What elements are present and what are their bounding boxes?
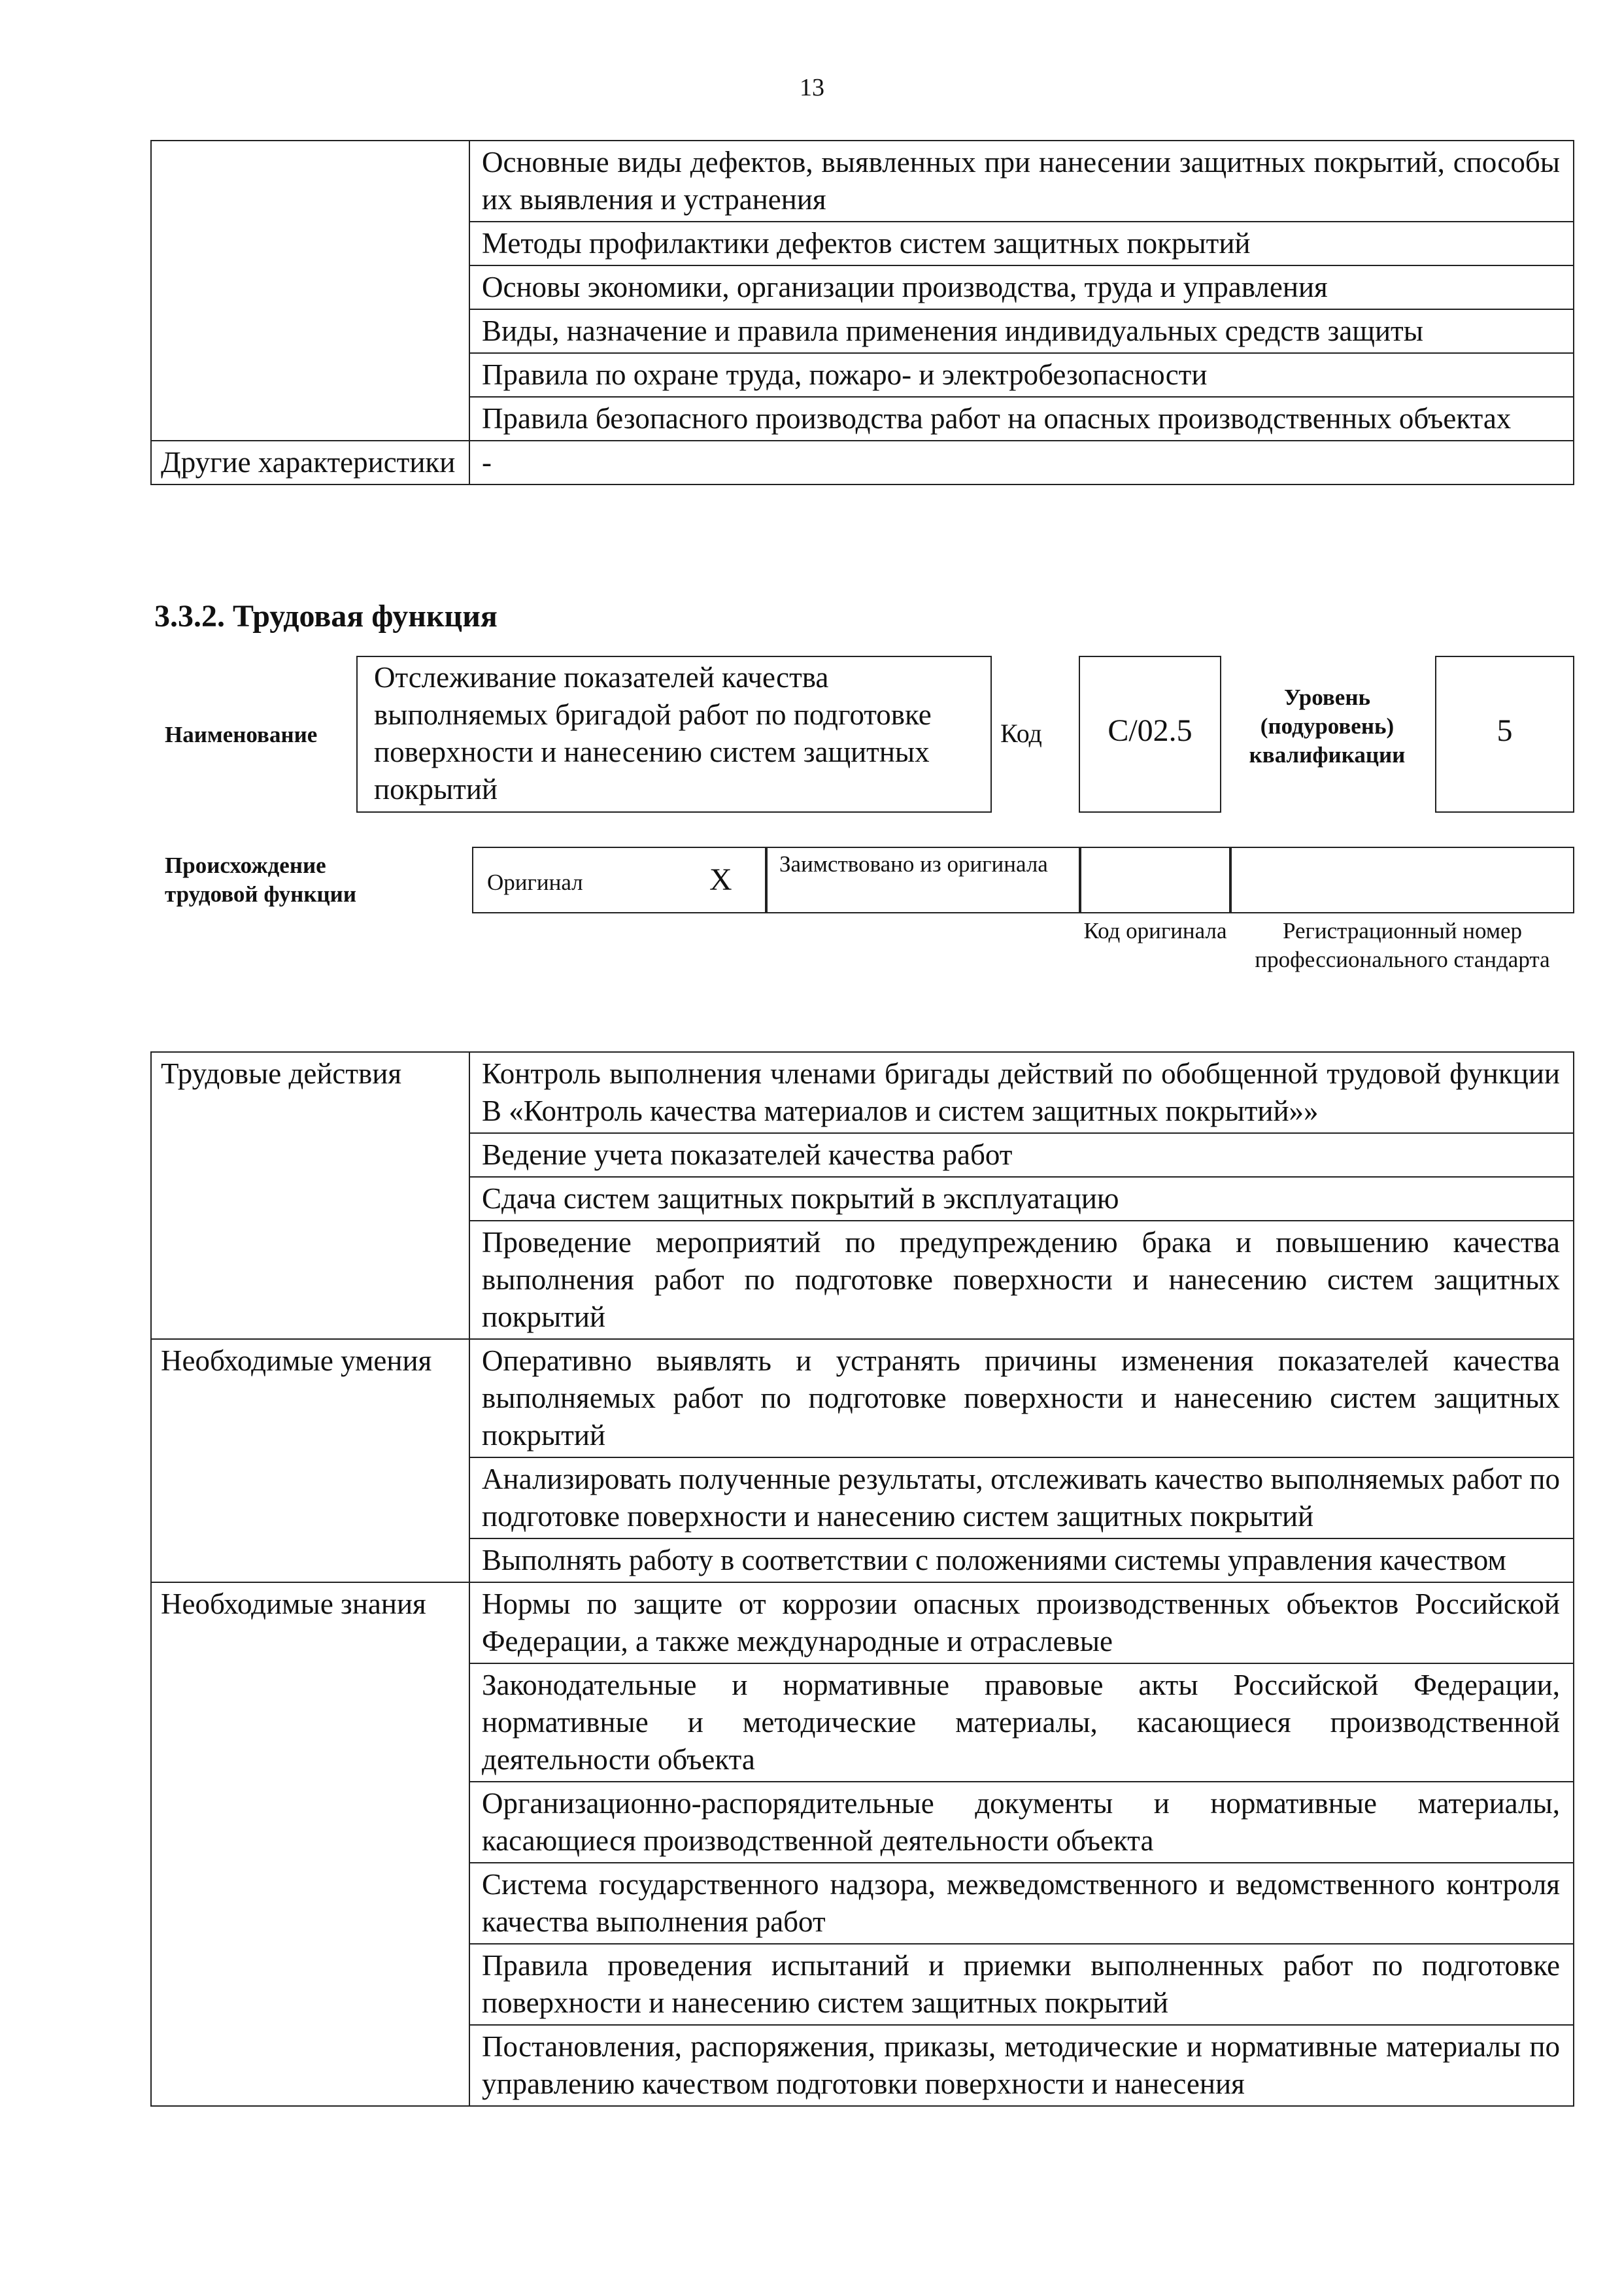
page-number: 13 (800, 74, 824, 101)
level-label: Уровень (подуровень) квалификации (1249, 685, 1406, 768)
table-cell: Контроль выполнения членами бригады действий по обобщенной трудовой функции В «Контроль качества материалов и систем защитных покрытий»» (469, 1052, 1574, 1133)
table-cell: Сдача систем защитных покрытий в эксплуатацию (469, 1177, 1574, 1221)
knowledge-table-continued (150, 140, 1574, 485)
table-row (151, 441, 1574, 484)
table-row (151, 1052, 1574, 1133)
code-original-box (1080, 847, 1230, 913)
table-cell: Нормы по защите от коррозии опасных производственных объектов Российской Федерации, а также международные и отраслевые (469, 1582, 1574, 1663)
table-cell: Выполнять работу в соответствии с положениями системы управления качеством (469, 1538, 1574, 1582)
labor-function-table (150, 1051, 1574, 2107)
table-cell: Организационно-распорядительные документы и нормативные материалы, касающиеся производственной деятельности объекта (469, 1782, 1574, 1863)
table-cell: Правила проведения испытаний и приемки выполненных работ по подготовке поверхности и нанесению систем защитных покрытий (469, 1944, 1574, 2025)
table-cell: Анализировать полученные результаты, отслеживать качество выполняемых работ по подготовке поверхности и нанесению систем защитных покрытий (469, 1457, 1574, 1538)
table-cell: Постановления, распоряжения, приказы, методические и нормативные материалы по управлению качеством подготовки поверхности и нанесения (469, 2025, 1574, 2106)
labor-actions-label: Трудовые действия (151, 1052, 469, 1339)
table-cell: Виды, назначение и правила применения индивидуальных средств защиты (469, 309, 1574, 353)
name-label: Наименование (165, 722, 318, 747)
table-cell: Система государственного надзора, межведомственного и ведомственного контроля качества выполнения работ (469, 1863, 1574, 1944)
table-cell: Проведение мероприятий по предупреждению брака и повышению качества выполнения работ по подготовке поверхности и нанесению систем защитных покрытий (469, 1221, 1574, 1339)
empty-label-cell (151, 141, 469, 441)
other-characteristics-value: - (469, 441, 1574, 484)
table-cell: Правила по охране труда, пожаро- и электробезопасности (469, 353, 1574, 397)
knowledge-label: Необходимые знания (151, 1582, 469, 2106)
table-row (151, 141, 1574, 222)
table-cell: Основные виды дефектов, выявленных при нанесении защитных покрытий, способы их выявления и устранения (469, 141, 1574, 222)
code-label: Код (1000, 719, 1042, 748)
borrowed-label: Заимствовано из оригинала (779, 851, 1048, 877)
original-mark: X (709, 862, 732, 897)
table-cell: Ведение учета показателей качества работ (469, 1133, 1574, 1177)
other-characteristics-label: Другие характеристики (151, 441, 469, 484)
reg-number-box (1230, 847, 1574, 913)
table-cell: Оперативно выявлять и устранять причины изменения показателей качества выполняемых работ по подготовке поверхности и нанесению систем защитных покрытий (469, 1339, 1574, 1457)
table-row (151, 1339, 1574, 1457)
reg-number-caption: Регистрационный номер профессионального стандарта (1255, 918, 1550, 972)
table-cell: Законодательные и нормативные правовые акты Российской Федерации, нормативные и методические материалы, касающиеся производственной деятельности объекта (469, 1663, 1574, 1782)
section-title: 3.3.2. Трудовая функция (154, 599, 498, 634)
code-original-caption: Код оригинала (1083, 918, 1227, 943)
function-name-value: Отслеживание показателей качества выполняемых бригадой работ по подготовке поверхности и нанесению систем защитных покрытий (374, 661, 932, 806)
table-row (151, 1582, 1574, 1663)
table-cell: Основы экономики, организации производства, труда и управления (469, 265, 1574, 309)
origin-label: Происхождение трудовой функции (165, 853, 357, 907)
table-cell: Методы профилактики дефектов систем защитных покрытий (469, 222, 1574, 265)
table-cell: Правила безопасного производства работ на опасных производственных объектах (469, 397, 1574, 441)
level-value: 5 (1497, 713, 1513, 748)
code-value: С/02.5 (1108, 713, 1193, 748)
skills-label: Необходимые умения (151, 1339, 469, 1582)
original-label: Оригинал (487, 870, 583, 895)
